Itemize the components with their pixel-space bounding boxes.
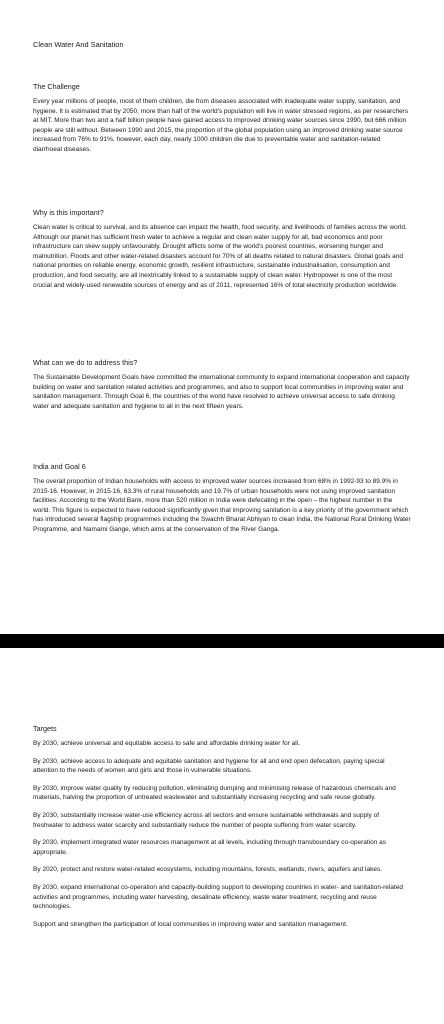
page-separator	[0, 634, 444, 648]
section-address	[33, 358, 411, 411]
target-item: By 2030, achieve access to adequate and equitable sanitation and hygiene for all and end open defecation, paying special attention to the needs of women and girls and those in vulnerable situations.	[33, 757, 385, 775]
section-paragraph: The overall proportion of Indian households with access to improved water sources increased from 68% in 1992-93 to 89.9% in 2015-16. However, in 2015-16, 63.3% of rural households and 19.7% of urban households were not using improved sanitation facilities. According to the World Bank, more than 520 million in India were defecating in the open – the highest number in the world. This figure is expected to have reduced significantly given that improving sanitation is a key priority of the government which has introduced several flagship programmes including the Swachh Bharat Abhiyan to clean India, the National Rural Drinking Water Programme, and Namami Gange, which aims at the conservation of the River Ganga.	[33, 478, 411, 533]
section-challenge	[33, 82, 411, 155]
target-item: By 2030, expand international co-operation and capacity-building support to developing countries in water- and sanitation-related activities and programmes, including water harvesting, desalinate efficiency, waste water treatment, recycling and reuse technologies.	[33, 883, 404, 911]
target-item: By 2030, achieve universal and equitable access to safe and affordable drinking water for all.	[33, 740, 300, 747]
section-heading: India and Goal 6	[33, 462, 86, 471]
section-heading: What can we do to address this?	[33, 358, 138, 367]
document-page-2	[0, 648, 444, 1024]
document-title: Clean Water And Sanitation	[33, 40, 124, 49]
target-item: By 2030, substantially increase water-use efficiency across all sectors and ensure sustainable withdrawals and supply of freshwater to address water scarcity and substantially reduce the number of people suffering from water scarcity.	[33, 811, 380, 829]
targets-heading: Targets	[33, 724, 57, 733]
section-heading: Why is this important?	[33, 208, 104, 217]
target-item: By 2030, improve water quality by reducing pollution, eliminating dumping and minimising release of hazardous chemicals and materials, halving the proportion of untreated wastewater and substantially increasing recycling and safe reuse globally.	[33, 784, 396, 802]
section-paragraph: The Sustainable Development Goals have committed the international community to expand international cooperation and capacity building on water and sanitation related activities and programmes, and also to support local communities in improving water and sanitation management. Through Goal 6, the countries of the world have resolved to achieve universal access to safe drinking water and adequate sanitation and hygiene to all in the next fifteen years.	[33, 374, 410, 410]
page-title-block	[33, 40, 411, 49]
target-item: By 2020, protect and restore water-related ecosystems, including mountains, forests, wetlands, rivers, aquifers and lakes.	[33, 866, 383, 874]
section-india	[33, 462, 411, 535]
section-paragraph: Every year millions of people, most of them children, die from diseases associated with inadequate water supply, sanitation, and hygiene. It is estimated that by 2050, more than half of the world's population will live in water stressed regions, as per researchers at MIT. More than two and a half billion people have gained access to improved drinking water sources since 1990, but 666 million people are still without. Between 1990 and 2015, the proportion of the global population using an improved drinking water source increased from 76% to 91%, however, each day, nearly 1000 children die due to preventable water and sanitation-related diarrhoeal diseases.	[33, 98, 409, 153]
target-item: By 2030, implement integrated water resources management at all levels, including through transboundary co-operation as appropriate.	[33, 839, 387, 856]
section-targets	[33, 724, 411, 937]
section-importance	[33, 208, 411, 290]
section-heading: The Challenge	[33, 82, 80, 91]
section-paragraph: Clean water is critical to survival, and its absence can impact the health, food security, and livelihoods of families across the world. Although our planet has sufficient fresh water to achieve a regular and clean water supply for all, bad economics and poor infrastructure can skew supply unfavourably. Drought afflicts some of the world's poorest countries, worsening hunger and malnutrition. Floods and other water-related disasters account for 70% of all deaths related to natural disasters. Global goals and national priorities on reliable energy, economic growth, resilient infrastructure, sustainable industrialisation, consumption and production, and food security, are all inextricably linked to a sustainable supply of clean water. Hydropower is one of the most crucial and widely-used renewable sources of energy and as of 2011, represented 16% of total electricity production worldwide.	[33, 224, 407, 289]
target-item: Support and strengthen the participation of local communities in improving water and sanitation management.	[33, 920, 348, 928]
